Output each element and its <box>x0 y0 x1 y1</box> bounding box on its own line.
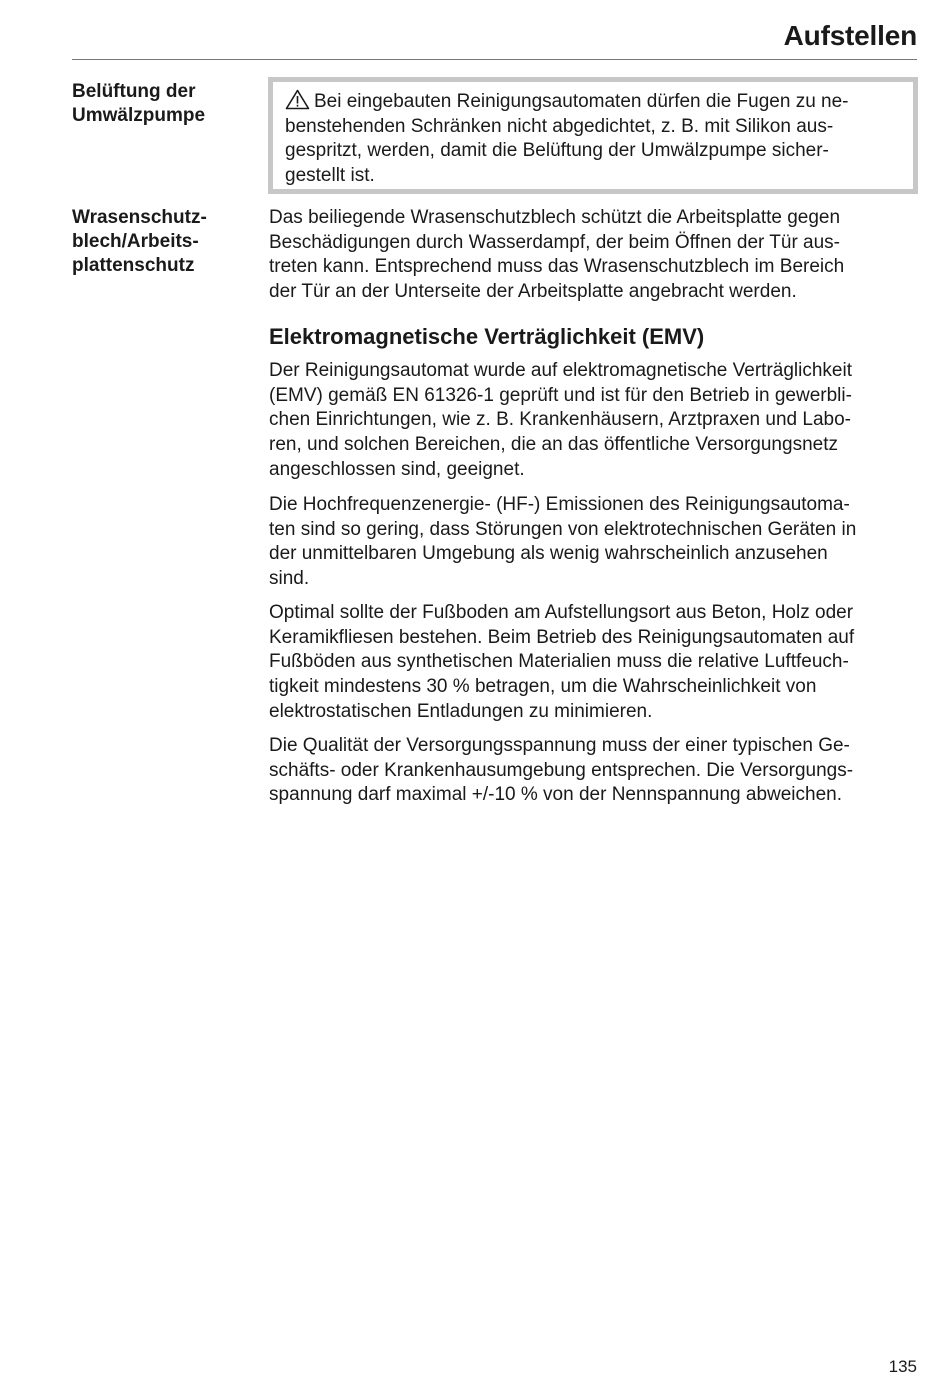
paragraph-line: Die Hochfrequenzenergie- (HF-) Emissionen des Reinigungsautoma- <box>269 494 850 515</box>
warning-notice-box <box>268 77 918 194</box>
emv-paragraph-2 <box>269 493 919 592</box>
warning-line <box>285 89 899 115</box>
ventilation-side-heading <box>72 80 247 128</box>
side-heading-line: plattenschutz <box>72 255 195 276</box>
paragraph-line: tigkeit mindestens 30 % betragen, um die Wahrscheinlichkeit von <box>269 676 817 698</box>
side-heading-line: blech/Arbeits- <box>72 231 199 252</box>
paragraph-line: Keramikfliesen bestehen. Beim Betrieb des Reinigungsautomaten auf <box>269 626 855 648</box>
vapour-shield-paragraph <box>269 206 919 305</box>
emv-heading: Elektromagnetische Verträglichkeit (EMV) <box>269 324 705 349</box>
paragraph-line: sind. <box>269 568 310 590</box>
paragraph-line: (EMV) gemäß EN 61326-1 geprüft und ist für den Betrieb in gewerbli- <box>269 384 852 406</box>
paragraph-line: ten sind so gering, dass Störungen von elektrotechnischen Geräten in <box>269 518 857 540</box>
page-section-title: Aufstellen <box>783 20 917 51</box>
side-heading-line: Umwälzpumpe <box>72 105 206 126</box>
warning-line: gespritzt, werden, damit die Belüftung der Umwälzpumpe sicher- <box>285 140 829 161</box>
paragraph-line: der unmittelbaren Umgebung als wenig wahrscheinlich anzusehen <box>269 543 828 565</box>
paragraph-line: Die Qualität der Versorgungsspannung muss der einer typischen Ge- <box>269 735 850 756</box>
emv-paragraph-4 <box>269 734 919 808</box>
paragraph-line: Der Reinigungsautomat wurde auf elektromagnetische Verträglichkeit <box>269 360 852 381</box>
paragraph-line: Fußböden aus synthetischen Materialien muss die relative Luftfeuch- <box>269 651 849 673</box>
page-number: 135 <box>888 1357 917 1376</box>
paragraph-line: der Tür an der Unterseite der Arbeitsplatte angebracht werden. <box>269 281 797 303</box>
paragraph-line: elektrostatischen Entladungen zu minimieren. <box>269 700 653 722</box>
side-heading-line: Belüftung der <box>72 81 196 102</box>
paragraph-line: ren, und solchen Bereichen, die an das öffentliche Versorgungsnetz <box>269 434 838 456</box>
header-divider <box>72 59 917 60</box>
paragraph-line: Das beiliegende Wrasenschutzblech schützt die Arbeitsplatte gegen <box>269 207 841 228</box>
paragraph-line: Optimal sollte der Fußboden am Aufstellungsort aus Beton, Holz oder <box>269 602 854 623</box>
vapour-shield-side-heading <box>72 206 247 278</box>
emv-paragraph-3 <box>269 601 919 725</box>
emv-paragraph-1 <box>269 359 919 483</box>
paragraph-line: treten kann. Entsprechend muss das Wrasenschutzblech im Bereich <box>269 256 845 278</box>
paragraph-line: spannung darf maximal +/-10 % von der Nennspannung abweichen. <box>269 784 843 806</box>
warning-line: benstehenden Schränken nicht abgedichtet, z. B. mit Silikon aus- <box>285 115 834 137</box>
paragraph-line: schäfts- oder Krankenhausumgebung entsprechen. Die Versorgungs- <box>269 759 854 781</box>
side-heading-line: Wrasenschutz- <box>72 207 207 228</box>
warning-text: Bei eingebauten Reinigungsautomaten dürfen die Fugen zu ne- <box>314 91 849 112</box>
paragraph-line: chen Einrichtungen, wie z. B. Krankenhäusern, Arztpraxen und Labo- <box>269 409 851 431</box>
paragraph-line: Beschädigungen durch Wasserdampf, der beim Öffnen der Tür aus- <box>269 231 841 253</box>
warning-triangle-icon <box>285 89 310 110</box>
paragraph-line: angeschlossen sind, geeignet. <box>269 458 525 480</box>
warning-line: gestellt ist. <box>285 164 375 186</box>
